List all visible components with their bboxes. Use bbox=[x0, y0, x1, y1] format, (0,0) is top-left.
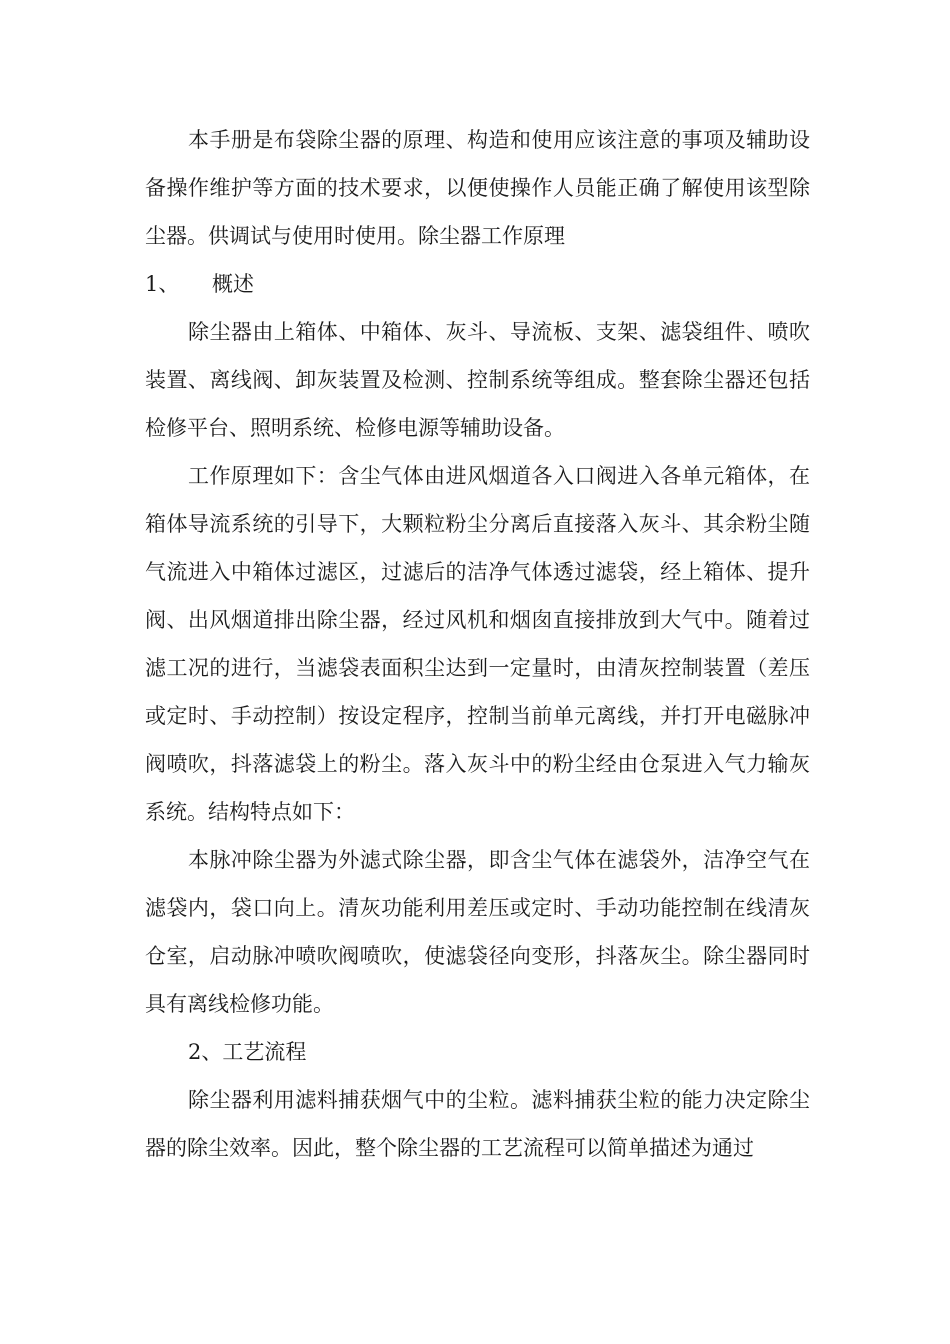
overview-paragraph-principle: 工作原理如下：含尘气体由进风烟道各入口阀进入各单元箱体，在箱体导流系统的引导下，大颗粒粉尘分离后直接落入灰斗、其余粉尘随气流进入中箱体过滤区，过滤后的洁净气体透过滤袋，经上箱体、提升阀、出风烟道排出除尘器，经过风机和烟囱直接排放到大气中。随着过滤工况的进行，当滤袋表面积尘达到一定量时，由清灰控制装置（差压或定时、手动控制）按设定程序，控制当前单元离线，并打开电磁脉冲阀喷吹，抖落滤袋上的粉尘。落入灰斗中的粉尘经由仓泵进入气力输灰系统。结构特点如下： bbox=[145, 464, 810, 824]
overview-paragraph-features: 本脉冲除尘器为外滤式除尘器，即含尘气体在滤袋外，洁净空气在滤袋内，袋口向上。清灰功能利用差压或定时、手动功能控制在线清灰仓室，启动脉冲喷吹阀喷吹，使滤袋径向变形，抖落灰尘。除尘器同时具有离线检修功能。 bbox=[145, 848, 810, 1016]
section-heading-process: 2、工艺流程 bbox=[188, 1040, 307, 1064]
document-body bbox=[145, 116, 810, 1172]
section-title: 概述 bbox=[212, 272, 254, 296]
section-number: 1、 bbox=[145, 272, 180, 296]
section-heading-overview bbox=[145, 260, 810, 308]
intro-paragraph: 本手册是布袋除尘器的原理、构造和使用应该注意的事项及辅助设备操作维护等方面的技术要求，以便使操作人员能正确了解使用该型除尘器。供调试与使用时使用。除尘器工作原理 bbox=[145, 128, 810, 248]
overview-paragraph-components: 除尘器由上箱体、中箱体、灰斗、导流板、支架、滤袋组件、喷吹装置、离线阀、卸灰装置及检测、控制系统等组成。整套除尘器还包括检修平台、照明系统、检修电源等辅助设备。 bbox=[145, 320, 810, 440]
process-paragraph: 除尘器利用滤料捕获烟气中的尘粒。滤料捕获尘粒的能力决定除尘器的除尘效率。因此，整个除尘器的工艺流程可以简单描述为通过 bbox=[145, 1088, 810, 1160]
